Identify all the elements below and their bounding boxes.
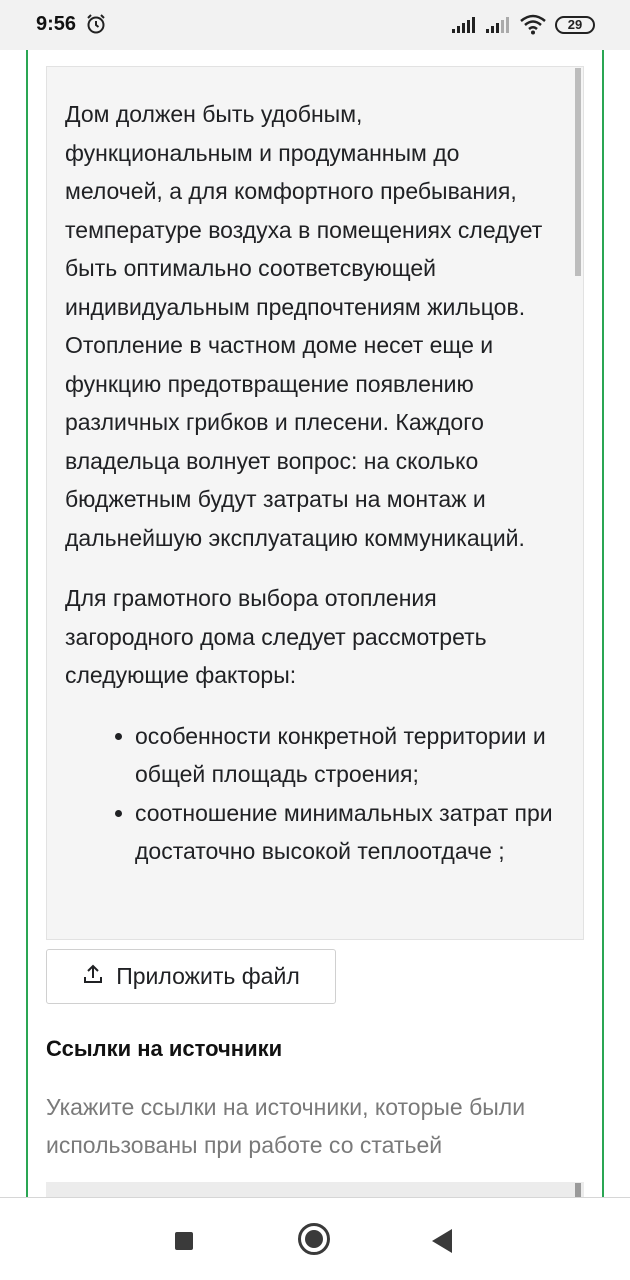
upload-icon [82,963,104,991]
article-paragraph: Дом должен быть удобным, функциональным и продуманным до мелочей, а для комфортного пребывания, температуре воздуха в помещениях следует быть оптимально соответсвующей индивидуальным предпочтениям жильцов. Отопление в частном доме несет еще и функцию предотвращение появлению различных грибков и плесени. Каждого владельца волнует вопрос: на сколько бюджетным будут затраты на монтаж и дальнейшую эксплуатацию коммуникаций. [65,101,543,551]
sources-input[interactable] [46,1182,584,1198]
attach-file-button[interactable] [46,949,336,1004]
article-bullet-list [65,717,555,871]
sources-title: Ссылки на источники [46,1036,283,1061]
status-time: 9:56 [36,13,77,35]
article-content [65,95,555,871]
sources-description: Укажите ссылки на источники, которые были использованы при работе со статьей [46,1094,526,1158]
recents-icon[interactable] [175,1232,193,1250]
article-paragraph: Для грамотного выбора отопления загородного дома следует рассмотреть следующие факторы: [65,585,487,688]
list-item: соотношение минимальных затрат при достаточно высокой теплоотдаче ; [135,794,555,871]
alarm-icon [85,13,107,40]
battery-icon: 29 [555,16,595,34]
scrollbar-thumb[interactable] [575,68,581,276]
wifi-icon [520,13,546,40]
signal-icon [486,17,514,38]
status-bar [0,0,630,50]
attach-file-label: Приложить файл [116,963,300,989]
home-icon[interactable] [298,1223,330,1255]
signal-icon [452,17,480,38]
back-icon[interactable] [432,1229,452,1253]
list-item: особенности конкретной территории и общей площадь строения; [135,717,555,794]
scrollbar-thumb[interactable] [575,1183,581,1198]
article-text-field[interactable] [46,66,584,940]
